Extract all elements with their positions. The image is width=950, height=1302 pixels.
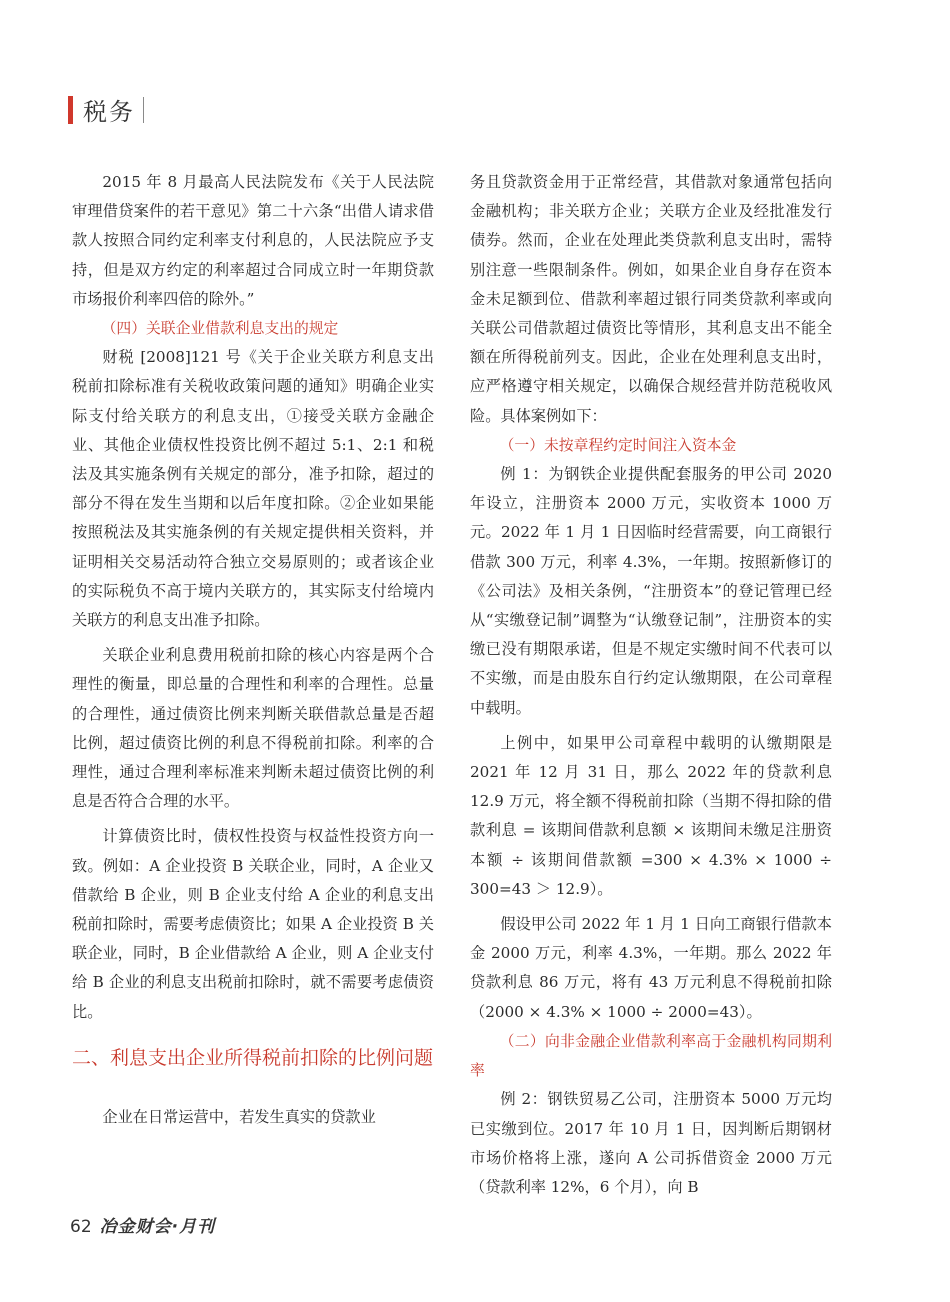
paragraph: 关联企业利息费用税前扣除的核心内容是两个合理性的衡量，即总量的合理性和利率的合理性。总量的合理性，通过债资比例来判断关联借款总量是否超比例，超过债资比例的利息不得税前扣除。利率的合理性，通过合理利率标准来判断未超过债资比例的利息是否符合合理的水平。 <box>72 646 434 811</box>
magazine-title: 冶金财会·月刊 <box>99 1217 216 1237</box>
paragraph: 例 1：为钢铁企业提供配套服务的甲公司 2020 年设立，注册资本 2000 万元，实收资本 1000 万元。2022 年 1 月 1 日因临时经营需要，向工商银行借款 300 万元，利率 4.3%，一年期。按照新修订的《公司法》及相关条例，“注册资本”的登记管理已经从“实缴登记制”调整为“认缴登记制”，注册资本的实缴已没有期限承诺，但是不规定实缴时间不代表可以不实缴，而是由股东自行约定认缴期限，在公司章程中载明。 <box>470 465 832 717</box>
left-column <box>72 168 434 1132</box>
paragraph: 计算债资比时，债权性投资与权益性投资方向一致。例如：A 企业投资 B 关联企业，同时，A 企业又借款给 B 企业，则 B 企业支付给 A 企业的利息支出税前扣除时，需要考虑债资比；如果 A 企业投资 B 关联企业，同时，B 企业借款给 A 企业，则 A 企业支付给 B 企业的利息支出税前扣除时，就不需要考虑债资比。 <box>72 827 434 1021</box>
paragraph: 2015 年 8 月最高人民法院发布《关于人民法院审理借贷案件的若干意见》第二十六条“出借人请求借款人按照合同约定利率支付利息的，人民法院应予支持，但是双方约定的利率超过合同成立时一年期贷款市场报价利率四倍的除外。” <box>72 173 434 308</box>
subheading: （二）向非金融企业借款利率高于金融机构同期利率 <box>470 1032 832 1080</box>
section-heading: 二、利息支出企业所得税前扣除的比例问题 <box>72 1046 434 1069</box>
section-divider <box>143 97 144 123</box>
section-marker-bar <box>68 96 73 124</box>
paragraph: 上例中，如果甲公司章程中载明的认缴期限是 2021 年 12 月 31 日，那么 2022 年的贷款利息 12.9 万元，将全额不得税前扣除（当期不得扣除的借款利息 = 该期间借款利息额 × 该期间未缴足注册资本额 ÷ 该期间借款额 =300 × 4.3% × 1000 ÷ 300=43 ＞ 12.9）。 <box>470 733 832 898</box>
section-title: 税务 <box>83 98 135 126</box>
paragraph: 例 2：钢铁贸易乙公司，注册资本 5000 万元均已实缴到位。2017 年 10 月 1 日，因判断后期钢材市场价格将上涨，遂向 A 公司拆借资金 2000 万元（贷款利率 12%，6 个月），向 B <box>470 1090 832 1196</box>
paragraph: 财税 [2008]121 号《关于企业关联方利息支出税前扣除标准有关税收政策问题的通知》明确企业实际支付给关联方的利息支出，①接受关联方金融企业、其他企业债权性投资比例不超过 5:1、2:1 和税法及其实施条例有关规定的部分，准予扣除，超过的部分不得在发生当期和以后年度扣除。②企业如果能按照税法及其实施条例的有关规定提供相关资料，并证明相关交易活动符合独立交易原则的；或者该企业的实际税负不高于境内关联方的，其实际支付给境内关联方的利息支出准予扣除。 <box>72 348 434 630</box>
paragraph: 企业在日常运营中，若发生真实的贷款业 <box>102 1107 376 1126</box>
paragraph: 假设甲公司 2022 年 1 月 1 日向工商银行借款本金 2000 万元，利率 4.3%，一年期。那么 2022 年贷款利息 86 万元，将有 43 万元利息不得税前扣除（2000 × 4.3% × 1000 ÷ 2000=43）。 <box>470 915 832 1021</box>
subheading: （一）未按章程约定时间注入资本金 <box>499 436 737 454</box>
paragraph: 务且贷款资金用于正常经营，其借款对象通常包括向金融机构；非关联方企业；关联方企业及经批准发行债券。然而，企业在处理此类贷款利息支出时，需特别注意一些限制条件。例如，如果企业自身存在资本金未足额到位、借款利率超过银行同类贷款利率或向关联公司借款超过债资比等情形，其利息支出不能全额在所得税前列支。因此，企业在处理利息支出时，应严格遵守相关规定，以确保合规经营并防范税收风险。具体案例如下： <box>470 173 832 425</box>
subheading: （四）关联企业借款利息支出的规定 <box>101 320 339 338</box>
page-footer <box>70 1212 215 1237</box>
section-header <box>68 92 144 127</box>
right-column <box>470 168 832 1202</box>
page-number: 62 <box>70 1217 92 1237</box>
